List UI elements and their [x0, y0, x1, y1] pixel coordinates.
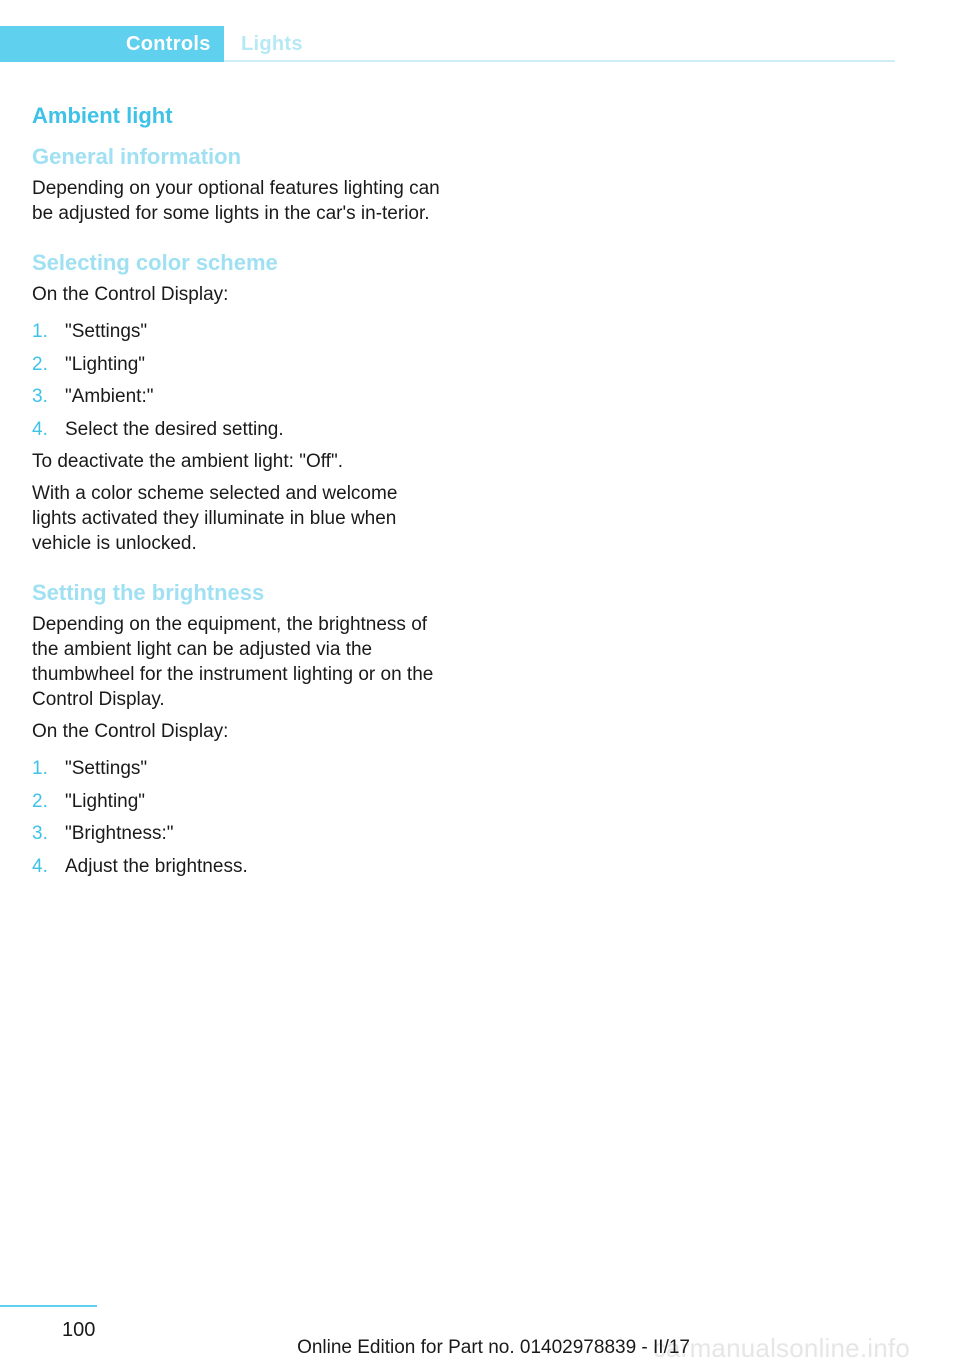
step-text: Select the desired setting. — [65, 418, 284, 440]
tab-controls[interactable]: Controls — [0, 26, 224, 62]
step-number: 2. — [32, 790, 48, 812]
brightness-steps — [32, 756, 442, 879]
brightness-intro: On the Control Display: — [32, 721, 229, 742]
list-item — [32, 756, 442, 781]
step-number: 3. — [32, 823, 48, 844]
brightness-text: Depending on the equipment, the brightness of the ambient light can be adjusted via the thumbwheel for the instrument lighting or on the Control Display. — [32, 614, 434, 710]
edition-text: Online Edition for Part no. 01402978839 - II/17 — [297, 1337, 690, 1358]
step-text: "Brightness:" — [65, 823, 174, 844]
step-text: "Lighting" — [65, 353, 146, 375]
step-number: 4. — [32, 418, 48, 440]
step-text: "Settings" — [65, 321, 148, 342]
list-item — [32, 319, 442, 344]
section-title: Ambient light — [32, 103, 173, 128]
list-item — [32, 821, 442, 846]
page-number: 100 — [62, 1319, 96, 1341]
color-scheme-steps — [32, 319, 442, 442]
footer-divider — [0, 1305, 97, 1307]
brightness-heading: Setting the brightness — [32, 580, 265, 605]
color-scheme-heading: Selecting color scheme — [32, 250, 278, 275]
list-item — [32, 352, 442, 377]
deactivate-text: To deactivate the ambient light: "Off". — [32, 451, 343, 472]
list-item — [32, 854, 442, 879]
watermark: carmanualsonline.info — [652, 1333, 910, 1363]
step-number: 4. — [32, 855, 48, 877]
step-number: 1. — [32, 321, 48, 342]
step-number: 2. — [32, 353, 48, 375]
color-scheme-intro: On the Control Display: — [32, 284, 229, 305]
list-item — [32, 384, 442, 409]
list-item — [32, 789, 442, 814]
tab-lights[interactable]: Lights — [241, 33, 303, 55]
list-item — [32, 417, 442, 442]
step-number: 3. — [32, 386, 48, 407]
general-information-text: Depending on your optional features lighting can be adjusted for some lights in the car's in‐terior. — [32, 178, 440, 224]
step-number: 1. — [32, 758, 48, 779]
welcome-light-note: With a color scheme selected and welcome lights activated they illuminate in blue when vehicle is unlocked. — [32, 483, 398, 554]
step-text: "Settings" — [65, 758, 148, 779]
step-text: Adjust the brightness. — [65, 855, 248, 877]
main-content — [32, 100, 442, 886]
general-information-heading: General information — [32, 144, 242, 169]
step-text: "Ambient:" — [65, 386, 154, 407]
step-text: "Lighting" — [65, 790, 146, 812]
